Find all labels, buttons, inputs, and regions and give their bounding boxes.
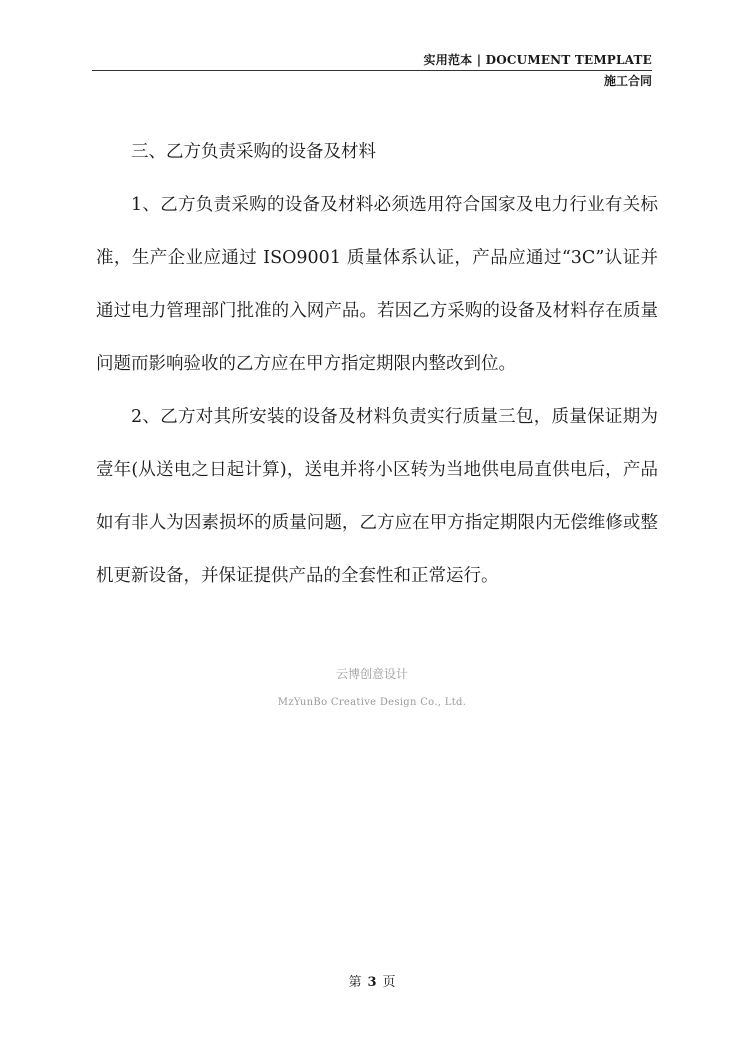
page-number-prefix: 第 (348, 975, 362, 990)
document-body (96, 126, 658, 603)
paragraph-1: 1、乙方负责采购的设备及材料必须选用符合国家及电力行业有关标准，生产企业应通过 ISO9001 质量体系认证，产品应通过“3C”认证并通过电力管理部门批准的入网产品。若因乙方采购的设备及材料存在质量问题而影响验收的乙方应在甲方指定期限内整改到位。 (96, 195, 658, 374)
footer-brand-en: MzYunBo Creative Design Co., Ltd. (277, 697, 467, 708)
paragraph-2: 2、乙方对其所安装的设备及材料负责实行质量三包，质量保证期为壹年(从送电之日起计算)，送电并将小区转为当地供电局直供电后，产品如有非人为因素损坏的质量问题，乙方应在甲方指定期限内无偿维修或整机更新设备，并保证提供产品的全套性和正常运行。 (96, 407, 658, 586)
header-title: 实用范本 | DOCUMENT TEMPLATE (423, 53, 652, 67)
page-header (92, 52, 652, 89)
page-number (0, 974, 744, 992)
footer-brand-cn: 云博创意设计 (335, 667, 408, 681)
page-number-value: 3 (367, 975, 377, 990)
header-divider (92, 70, 652, 71)
section-heading: 三、乙方负责采购的设备及材料 (131, 142, 376, 162)
page-number-suffix: 页 (382, 975, 396, 990)
header-subtitle: 施工合同 (603, 74, 652, 88)
